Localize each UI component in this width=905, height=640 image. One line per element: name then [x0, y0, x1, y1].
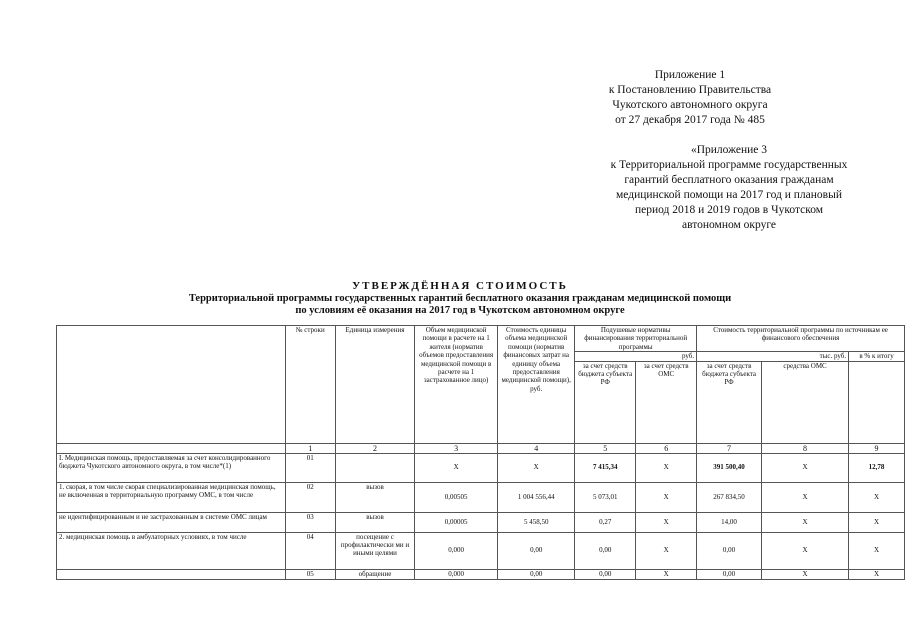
- table-row: [57, 569, 905, 579]
- document-subtitle-2: по условиям её оказания на 2017 год в Чукотском автономном округе: [295, 305, 625, 316]
- row-value-budget: 391 500,40: [697, 453, 762, 482]
- row-norm-budget: 5 073,01: [575, 482, 636, 512]
- column-number: 3: [415, 443, 498, 453]
- row-norm-oms: X: [636, 453, 697, 482]
- document-title: УТВЕРЖДЁННАЯ СТОИМОСТЬ: [352, 280, 568, 292]
- column-number: 4: [498, 443, 575, 453]
- row-volume: 0,00005: [415, 512, 498, 532]
- row-number: 03: [285, 512, 335, 532]
- column-number: 9: [849, 443, 905, 453]
- appendix-3-line: гарантий бесплатного оказания гражданам: [624, 174, 834, 186]
- row-value-budget: 0,00: [697, 569, 762, 579]
- column-number: 8: [761, 443, 848, 453]
- row-name: I. Медицинская помощь, предоставляемая за счет консолидированного бюджета Чукотского автономного округа, в том числе*(1): [57, 453, 286, 482]
- row-unit: [335, 453, 414, 482]
- appendix-3-line: медицинской помощи на 2017 год и плановый: [615, 189, 842, 201]
- row-norm-oms: X: [636, 569, 697, 579]
- row-volume: 0,000: [415, 532, 498, 569]
- appendix-1-line: к Постановлению Правительства: [608, 84, 772, 96]
- row-value-pct: X: [849, 512, 905, 532]
- row-norm-budget: 0,00: [575, 569, 636, 579]
- row-number: 04: [285, 532, 335, 569]
- row-value-oms: X: [761, 453, 848, 482]
- row-value-pct: 12,78: [849, 453, 905, 482]
- row-unit: вызов: [335, 482, 414, 512]
- header-value-oms: средства ОМС: [761, 361, 848, 443]
- column-number: 6: [636, 443, 697, 453]
- row-value-oms: X: [761, 532, 848, 569]
- header-value-unit: тыс. руб.: [697, 352, 849, 361]
- row-value-oms: X: [761, 482, 848, 512]
- table-row: [57, 512, 905, 532]
- header-norms-budget: за счет средств бюджета субъекта РФ: [575, 361, 636, 443]
- appendix-1-line: Чукотского автономного округа: [612, 99, 768, 111]
- appendix-3-block: [588, 143, 870, 233]
- appendix-1-block: [600, 68, 780, 128]
- column-number: 7: [697, 443, 762, 453]
- header-cost: Стоимость единицы объема медицинской помощи (норматив финансовых затрат на единицу объема предоставления медицинской помощи), руб.: [498, 326, 575, 444]
- header-norms-unit: руб.: [575, 352, 697, 361]
- row-norm-oms: X: [636, 512, 697, 532]
- appendix-3-line: период 2018 и 2019 годов в Чукотском: [634, 204, 824, 216]
- row-unit: посещение с профилактически ми и иными целями: [335, 532, 414, 569]
- row-value-budget: 267 834,50: [697, 482, 762, 512]
- header-unit: Единица измерения: [335, 326, 414, 444]
- column-number: 1: [285, 443, 335, 453]
- row-cost: 0,00: [498, 532, 575, 569]
- header-value-budget: за счет средств бюджета субъекта РФ: [697, 361, 762, 443]
- row-value-oms: X: [761, 512, 848, 532]
- row-norm-oms: X: [636, 532, 697, 569]
- row-cost: 1 004 556,44: [498, 482, 575, 512]
- row-name: не идентифицированным и не застрахованным в системе ОМС лицам: [57, 512, 286, 532]
- cost-table: [56, 325, 905, 580]
- header-norms-oms: за счет средств ОМС: [636, 361, 697, 443]
- row-name: 2. медицинская помощь в амбулаторных условиях, в том числе: [57, 532, 286, 569]
- row-cost: X: [498, 453, 575, 482]
- row-value-budget: 14,00: [697, 512, 762, 532]
- row-volume: X: [415, 453, 498, 482]
- document-subtitle: Территориальной программы государственных гарантий бесплатного оказания гражданам медицинской помощи: [188, 293, 732, 304]
- row-number: 01: [285, 453, 335, 482]
- row-value-pct: X: [849, 532, 905, 569]
- column-number: 5: [575, 443, 636, 453]
- row-number: 05: [285, 569, 335, 579]
- header-value-pct-blank: [849, 361, 905, 443]
- appendix-1-line: от 27 декабря 2017 года № 485: [615, 114, 765, 126]
- header-value: Стоимость территориальной программы по источникам ее финансового обеспечения: [697, 326, 905, 352]
- column-number-row: [57, 443, 905, 453]
- column-number-blank: [57, 443, 286, 453]
- appendix-3-line: «Приложение 3: [690, 144, 768, 156]
- row-unit: вызов: [335, 512, 414, 532]
- row-name: [57, 569, 286, 579]
- header-row-no: № строки: [285, 326, 335, 444]
- header-volume: Объем медицинской помощи в расчете на 1 жителя (норматив объемов предоставления медицинской помощи в расчете на 1 застрахованное лицо): [415, 326, 498, 444]
- row-cost: 5 458,50: [498, 512, 575, 532]
- row-norm-oms: X: [636, 482, 697, 512]
- row-value-pct: X: [849, 482, 905, 512]
- appendix-1-line: Приложение 1: [654, 69, 726, 81]
- row-norm-budget: 7 415,34: [575, 453, 636, 482]
- table-row: [57, 453, 905, 482]
- appendix-3-line: автономном округе: [681, 219, 777, 231]
- row-value-oms: X: [761, 569, 848, 579]
- appendix-3-line: к Территориальной программе государственных: [610, 159, 848, 171]
- row-cost: 0,00: [498, 569, 575, 579]
- table-row: [57, 482, 905, 512]
- row-norm-budget: 0,27: [575, 512, 636, 532]
- header-blank: [57, 326, 286, 444]
- row-volume: 0,00505: [415, 482, 498, 512]
- row-number: 02: [285, 482, 335, 512]
- row-name: 1. скорая, в том числе скорая специализированная медицинская помощь, не включенная в территориальную программу ОМС, в том числе: [57, 482, 286, 512]
- table-row: [57, 532, 905, 569]
- header-value-pct: в % к итогу: [849, 352, 905, 361]
- header-row: [57, 326, 905, 352]
- column-number: 2: [335, 443, 414, 453]
- row-volume: 0,000: [415, 569, 498, 579]
- row-value-budget: 0,00: [697, 532, 762, 569]
- header-norms: Подушевые нормативы финансирования территориальной программы: [575, 326, 697, 352]
- row-unit: обращение: [335, 569, 414, 579]
- row-norm-budget: 0,00: [575, 532, 636, 569]
- row-value-pct: X: [849, 569, 905, 579]
